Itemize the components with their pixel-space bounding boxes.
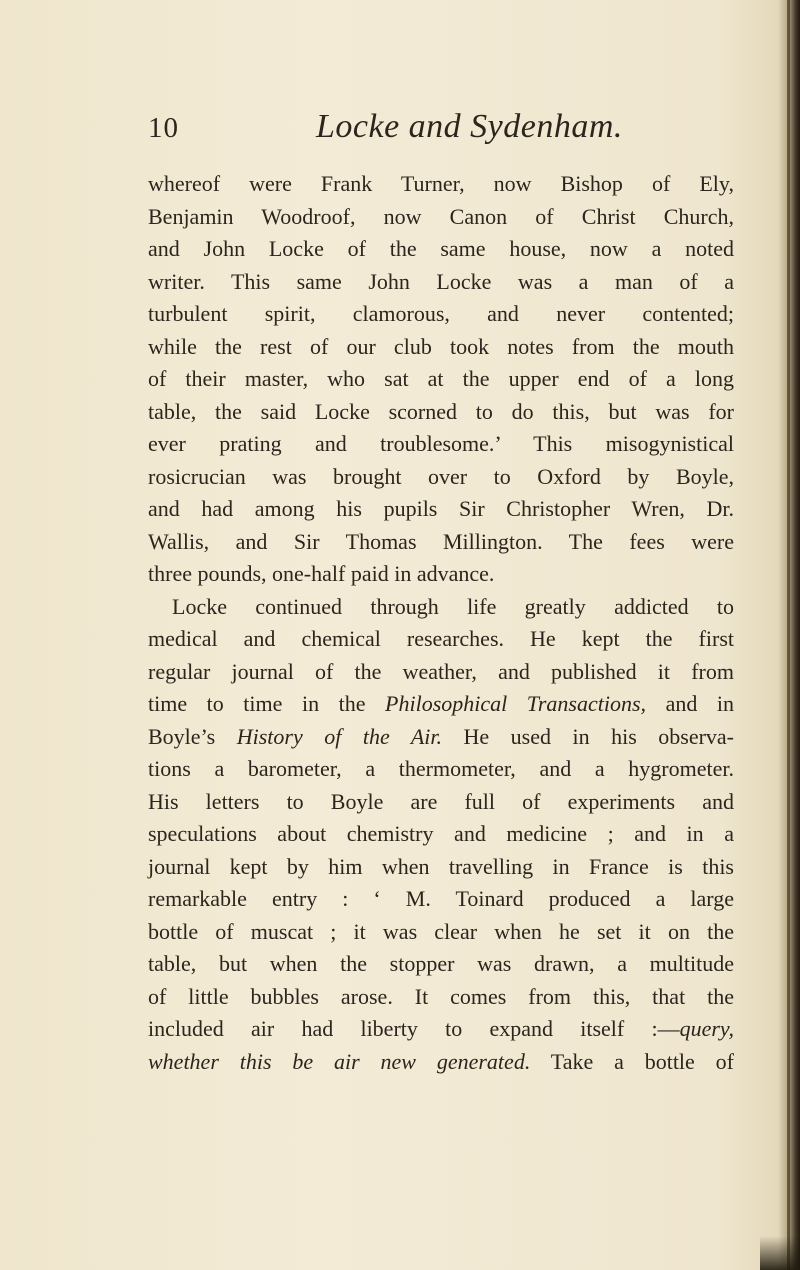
text-line: [148, 1013, 734, 1046]
text-line: speculations about chemistry and medicine ; and in a: [148, 821, 734, 846]
text-line: [148, 688, 734, 721]
text-line: [148, 721, 734, 754]
text-segment: Boyle’s: [148, 723, 237, 749]
text-segment: included air had liberty to expand itself :—: [148, 1016, 680, 1041]
text-line: rosicrucian was brought over to Oxford by Boyle,: [148, 463, 734, 489]
running-title: Locke and Sydenham.: [316, 108, 623, 145]
text-line: medical and chemical researches. He kept the first: [148, 626, 734, 651]
text-line: [148, 1046, 734, 1079]
text-line: tions a barometer, a thermometer, and a hygrometer.: [148, 756, 734, 781]
text-line: journal kept by him when travelling in France is this: [148, 853, 734, 879]
page-number: 10: [148, 112, 179, 144]
text-line: table, but when the stopper was drawn, a multitude: [148, 951, 734, 976]
text-segment: Take a bottle of: [530, 1048, 734, 1074]
text-segment: time to time in the: [148, 691, 386, 716]
text-line: of little bubbles arose. It comes from this, that the: [148, 983, 734, 1009]
text-line: table, the said Locke scorned to do this, but was for: [148, 398, 734, 424]
text-line: and John Locke of the same house, now a noted: [148, 236, 734, 261]
text-segment: He used in his observa-: [442, 723, 734, 749]
italic-query: query,: [679, 1016, 734, 1041]
text-line: whereof were Frank Turner, now Bishop of Ely,: [148, 171, 734, 196]
text-segment: and in: [646, 691, 734, 716]
text-line: three pounds, one-half paid in advance.: [148, 561, 495, 586]
body-text: [148, 168, 734, 1078]
text-line: remarkable entry : ‘ M. Toinard produced a large: [148, 886, 734, 911]
text-line: regular journal of the weather, and published it from: [148, 658, 734, 684]
italic-title: Philosophical Transactions,: [385, 691, 647, 716]
text-line: writer. This same John Locke was a man of a: [148, 268, 734, 294]
page-header: [148, 108, 738, 156]
text-line: Wallis, and Sir Thomas Millington. The fees were: [148, 528, 734, 554]
text-line: bottle of muscat ; it was clear when he set it on the: [148, 918, 734, 944]
text-line: ever prating and troublesome.’ This misogynistical: [148, 431, 734, 456]
text-line: of their master, who sat at the upper end of a long: [148, 366, 734, 391]
page-corner-shadow: [760, 1236, 800, 1270]
italic-query: whether this be air new generated.: [148, 1048, 531, 1074]
text-line: while the rest of our club took notes from the mouth: [148, 333, 734, 359]
text-line: and had among his pupils Sir Christopher Wren, Dr.: [148, 496, 734, 521]
italic-title: History of the Air.: [236, 723, 442, 749]
page-edge-shadow: [778, 0, 800, 1270]
text-line: Benjamin Woodroof, now Canon of Christ Church,: [148, 203, 734, 229]
text-line: His letters to Boyle are full of experiments and: [148, 788, 734, 814]
paragraph-start-line: Locke continued through life greatly addicted to: [172, 593, 734, 619]
text-line: turbulent spirit, clamorous, and never contented;: [148, 301, 734, 326]
